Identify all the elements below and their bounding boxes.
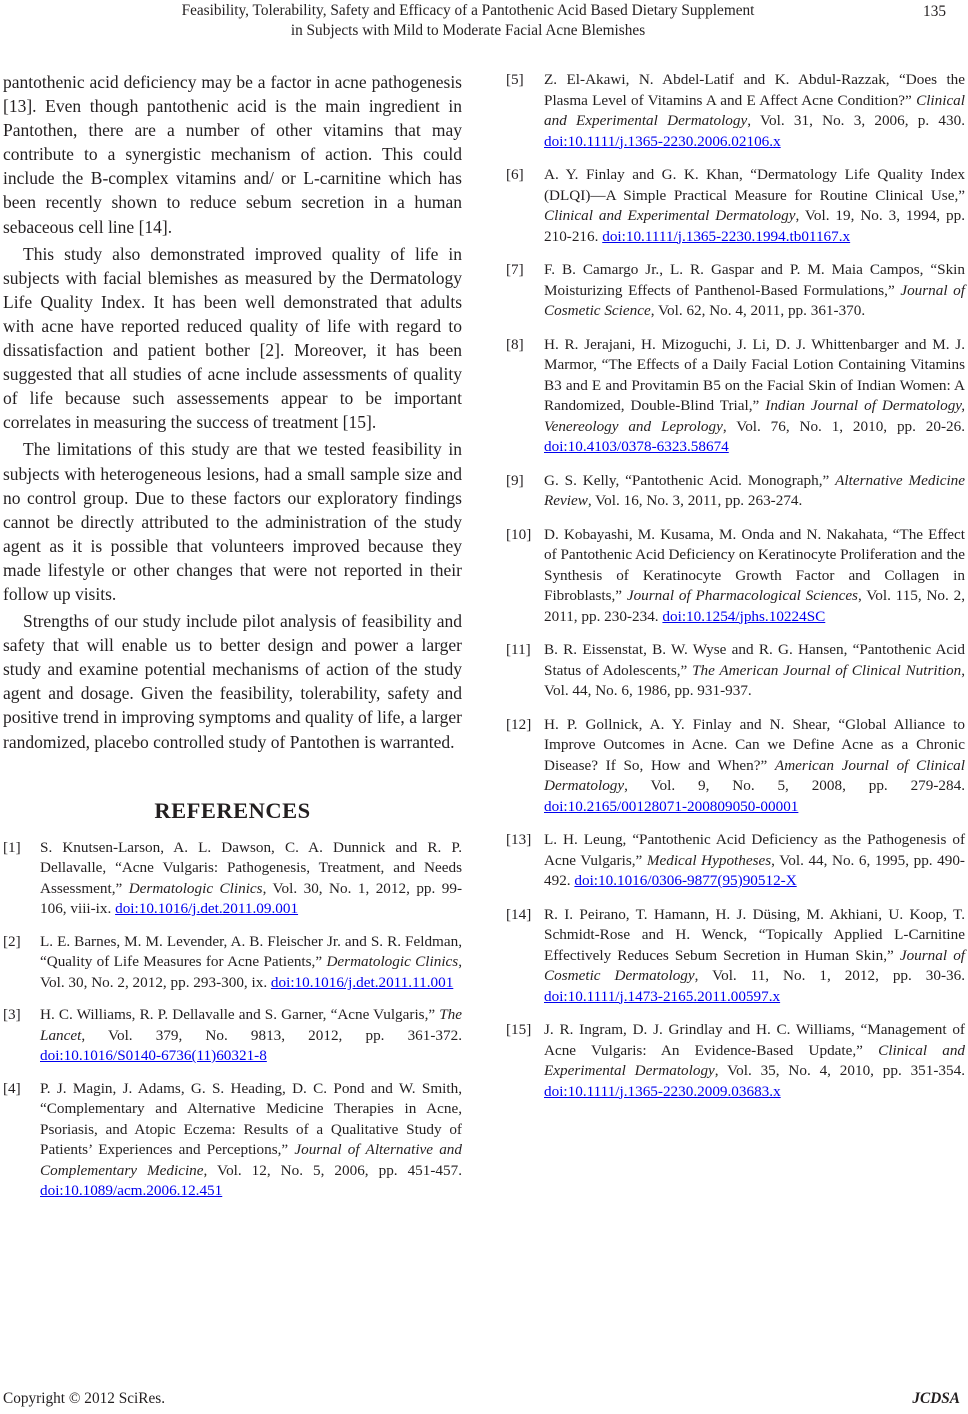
reference-item xyxy=(506,525,965,628)
reference-text xyxy=(544,830,965,892)
reference-authors-title: J. R. Ingram, D. J. Grindlay and H. C. Williams, “Management of Acne Vulgaris: An Evidence-Based Update,” xyxy=(544,1021,965,1059)
reference-details: , Vol. 9, No. 5, 2008, pp. 279-284. xyxy=(624,777,965,794)
reference-item xyxy=(506,715,965,818)
doi-link[interactable]: doi:10.1016/0306-9877(95)90512-X xyxy=(574,872,797,889)
reference-authors-title: L. E. Barnes, M. M. Levender, A. B. Fleischer Jr. and S. R. Feldman, “Quality of Life Measures for Acne Patients,” xyxy=(40,932,462,971)
reference-journal: Clinical and Experimental Dermatology xyxy=(544,91,965,129)
body-paragraph: Strengths of our study include pilot analysis of feasibility and safety that will enable us to better design and power a larger study and examine potential mechanisms of action of the study agent and dosage. Given the feasibility, tolerability, safety and positive trend in improving symptoms and quality of life, a larger randomized, placebo controlled study of Pantothen is warranted. xyxy=(3,611,462,752)
reference-journal: Journal of Pharmacological Sciences xyxy=(626,587,858,604)
reference-text xyxy=(544,335,965,458)
reference-journal: The Lancet xyxy=(40,1006,462,1044)
reference-text xyxy=(544,260,965,322)
reference-details: , Vol. 44, No. 6, 1986, pp. 931-937. xyxy=(544,661,966,699)
reference-journal: Journal of Alternative and Complementary Medicine xyxy=(40,1141,462,1179)
doi-link[interactable]: doi:10.1016/j.det.2011.09.001 xyxy=(115,900,299,918)
reference-details: , Vol. 31, No. 3, 2006, p. 430. xyxy=(747,112,966,129)
reference-number: [5] xyxy=(506,71,524,88)
reference-list-right xyxy=(506,70,965,1102)
reference-journal: Dermatologic Clinics xyxy=(128,879,263,897)
reference-authors-title: P. J. Magin, J. Adams, G. S. Heading, D. C. Pond and W. Smith, “Complementary and Alternative Medicine Therapies in Acne, Psoriasis, and Atopic Eczema: Results of a Qualitative Study of Patients’ Experiences and Perceptions,” xyxy=(40,1079,462,1159)
reference-authors-title: L. H. Leung, “Pantothenic Acid Deficiency as the Pathogenesis of Acne Vulgaris,” xyxy=(544,831,965,869)
doi-link[interactable]: doi:10.2165/00128071-200809050-00001 xyxy=(544,797,799,815)
reference-item xyxy=(506,905,965,1008)
doi-link[interactable]: doi:10.1111/j.1365-2230.2006.02106.x xyxy=(544,132,781,150)
reference-details: , Vol. 44, No. 6, 1995, pp. 490-492. xyxy=(544,851,965,889)
reference-text xyxy=(40,838,462,920)
reference-number: [7] xyxy=(506,261,524,278)
reference-number: [6] xyxy=(506,166,524,183)
reference-details: , Vol. 11, No. 1, 2012, pp. 30-36. xyxy=(694,967,965,984)
reference-item xyxy=(506,640,965,702)
reference-number: [9] xyxy=(506,471,524,489)
reference-journal: Medical Hypotheses xyxy=(646,851,772,869)
reference-number: [13] xyxy=(506,831,532,848)
running-title-line2: in Subjects with Mild to Moderate Facial Acne Blemishes xyxy=(290,22,646,39)
reference-authors-title: D. Kobayashi, M. Kusama, M. Onda and N. Nakahata, “The Effect of Pantothenic Acid Deficiency on Keratinocyte Proliferation and the Synthesis of Keratinocyte Growth Factor and Collagen in Fibroblasts,” xyxy=(544,525,965,604)
reference-text xyxy=(40,932,462,994)
reference-journal: Clinical and Experimental Dermatology xyxy=(544,1041,966,1079)
journal-abbreviation: JCDSA xyxy=(912,1390,960,1407)
reference-item xyxy=(506,471,965,512)
reference-item xyxy=(506,165,965,247)
reference-authors-title: B. R. Eissenstat, B. W. Wyse and R. G. Hansen, “Pantothenic Acid Status of Adolescents,” xyxy=(544,641,965,679)
reference-number: [4] xyxy=(3,1079,21,1097)
reference-text xyxy=(544,640,965,702)
reference-text xyxy=(40,1005,462,1067)
reference-authors-title: H. P. Gollnick, A. Y. Finlay and N. Shear, “Global Alliance to Improve Outcomes in Acne. Can we Define Acne as a Chronic Disease? If So, How and When?” xyxy=(544,715,965,774)
reference-number: [1] xyxy=(3,838,21,856)
reference-text xyxy=(544,165,965,247)
reference-number: [2] xyxy=(3,932,21,950)
reference-journal: The American Journal of Clinical Nutrition xyxy=(692,661,962,679)
reference-text xyxy=(40,1079,462,1202)
left-column xyxy=(3,70,462,1214)
page-footer xyxy=(3,1390,960,1410)
reference-authors-title: H. R. Jerajani, H. Mizoguchi, J. Li, D. J. Whittenbarger and M. J. Marmor, “The Effects of a Daily Facial Lotion Containing Vitamins B3 and E and Provitamin B5 on the Facial Skin of Indian Women: A Randomized, Double-Blind Trial,” xyxy=(544,335,965,414)
reference-item xyxy=(506,1020,965,1102)
reference-details: , Vol. 115, No. 2, 2011, pp. 230-234. xyxy=(544,587,965,625)
reference-number: [11] xyxy=(506,641,531,658)
reference-text xyxy=(544,70,965,152)
reference-authors-title: G. S. Kelly, “Pantothenic Acid. Monograph,” xyxy=(544,471,836,489)
reference-text xyxy=(544,525,965,628)
doi-link[interactable]: doi:10.1016/S0140-6736(11)60321-8 xyxy=(40,1047,267,1065)
reference-journal: Clinical and Experimental Dermatology xyxy=(544,207,796,224)
reference-journal: Dermatologic Clinics xyxy=(326,953,459,971)
running-header xyxy=(0,0,968,48)
reference-item xyxy=(506,70,965,152)
reference-text xyxy=(544,1020,965,1102)
reference-details: , Vol. 62, No. 4, 2011, pp. 361-370. xyxy=(650,302,866,319)
reference-item xyxy=(3,1005,462,1067)
reference-details: , Vol. 19, No. 3, 1994, pp. 210-216. xyxy=(544,207,966,245)
references-heading: REFERENCES xyxy=(154,797,311,823)
reference-authors-title: Z. El-Akawi, N. Abdel-Latif and K. Abdul-Razzak, “Does the Plasma Level of Vitamins A and E Affect Acne Condition?” xyxy=(544,71,965,109)
reference-details: , Vol. 379, No. 9813, 2012, pp. 361-372. xyxy=(81,1026,462,1044)
reference-journal: Alternative Medicine Review xyxy=(544,471,965,509)
reference-details: , Vol. 30, No. 1, 2012, pp. 99-106, viii-ix. xyxy=(40,879,463,918)
reference-authors-title: F. B. Camargo Jr., L. R. Gaspar and P. M. Maia Campos, “Skin Moisturizing Effects of Panthenol-Based Formulations,” xyxy=(544,261,965,299)
reference-details: , Vol. 30, No. 2, 2012, pp. 293-300, ix. xyxy=(40,953,462,991)
reference-text xyxy=(544,471,965,512)
page-number: 135 xyxy=(923,3,946,20)
doi-link[interactable]: doi:10.1111/j.1365-2230.2009.03683.x xyxy=(544,1082,781,1100)
reference-number: [14] xyxy=(506,905,532,923)
right-column xyxy=(506,70,965,1115)
reference-text xyxy=(544,715,965,818)
reference-journal: Journal of Cosmetic Dermatology xyxy=(544,946,966,984)
reference-journal: American Journal of Clinical Dermatology xyxy=(544,756,965,794)
reference-item xyxy=(506,260,965,322)
reference-details: , Vol. 35, No. 4, 2010, pp. 351-354. xyxy=(714,1062,966,1079)
doi-link[interactable]: doi:10.1254/jphs.10224SC xyxy=(662,607,826,625)
reference-text xyxy=(544,905,965,1008)
reference-details: , Vol. 16, No. 3, 2011, pp. 263-274. xyxy=(587,492,803,509)
reference-item xyxy=(3,1079,462,1202)
reference-authors-title: H. C. Williams, R. P. Dellavalle and S. Garner, “Acne Vulgaris,” xyxy=(40,1006,440,1024)
doi-link[interactable]: doi:10.1111/j.1365-2230.1994.tb01167.x xyxy=(602,227,851,245)
reference-number: [8] xyxy=(506,335,524,353)
running-title-line1: Feasibility, Tolerability, Safety and Efficacy of a Pantothenic Acid Based Dietary Supplement xyxy=(181,2,755,19)
body-paragraph: The limitations of this study are that we tested feasibility in subjects with heterogeneous lesions, had a small sample size and no control group. Due to these factors our exploratory findings cannot be directly attributed to the administration of the study agent as it is possible that volunteers improved because they made lifestyle or other changes that were not reported in their follow up visits. xyxy=(3,439,462,604)
doi-link[interactable]: doi:10.1089/acm.2006.12.451 xyxy=(40,1182,223,1200)
doi-link[interactable]: doi:10.1016/j.det.2011.11.001 xyxy=(270,973,454,991)
reference-journal: Journal of Cosmetic Science xyxy=(544,281,965,319)
reference-item xyxy=(506,830,965,892)
doi-link[interactable]: doi:10.1111/j.1473-2165.2011.00597.x xyxy=(544,987,781,1005)
reference-authors-title: R. I. Peirano, T. Hamann, H. J. Düsing, M. Akhiani, U. Koop, T. Schmidt-Rose and H. Wenck, “Topically Applied L-Carnitine Effectively Reduces Sebum Secretion in Human Skin,” xyxy=(544,905,965,964)
reference-journal: Indian Journal of Dermatology, Venereology and Leprology xyxy=(544,397,966,435)
body-paragraph: pantothenic acid deficiency may be a factor in acne pathogenesis [13]. Even though pantothenic acid is the main ingredient in Pantothen, there are a number of other vitamins that may contribute to a synergistic mechanism of action. This could include the B-complex vitamins and/ or L-carnitine which has been recently shown to reduce sebum secretion in a human sebaceous cell line [14]. xyxy=(3,72,462,237)
reference-number: [15] xyxy=(506,1021,532,1038)
reference-item xyxy=(506,335,965,458)
body-paragraph: This study also demonstrated improved quality of life in subjects with facial blemishes as measured by the Dermatology Life Quality Index. It has been well demonstrated that adults with acne have reported reduced quality of life with regard to dissatisfaction and patient bother [2]. Moreover, it has been suggested that all studies of acne include assessments of quality of life because such assessements appear to be important correlates in measuring the success of treatment [15]. xyxy=(3,243,462,433)
reference-number: [3] xyxy=(3,1006,21,1024)
reference-number: [12] xyxy=(506,715,532,733)
reference-item xyxy=(3,838,462,920)
reference-list-left xyxy=(3,838,462,1202)
reference-details: , Vol. 76, No. 1, 2010, pp. 20-26. xyxy=(722,417,965,435)
reference-authors-title: A. Y. Finlay and G. K. Khan, “Dermatology Life Quality Index (DLQI)—A Simple Practical Measure for Routine Clinical Use,” xyxy=(544,166,965,204)
doi-link[interactable]: doi:10.4103/0378-6323.58674 xyxy=(544,438,729,455)
reference-item xyxy=(3,932,462,994)
reference-number: [10] xyxy=(506,525,532,543)
reference-authors-title: S. Knutsen-Larson, A. L. Dawson, C. A. Dunnick and R. P. Dellavalle, “Acne Vulgaris: Pathogenesis, Treatment, and Needs Assessment,” xyxy=(40,838,462,897)
copyright-notice: Copyright © 2012 SciRes. xyxy=(3,1390,166,1407)
reference-details: , Vol. 12, No. 5, 2006, pp. 451-457. xyxy=(203,1161,463,1179)
